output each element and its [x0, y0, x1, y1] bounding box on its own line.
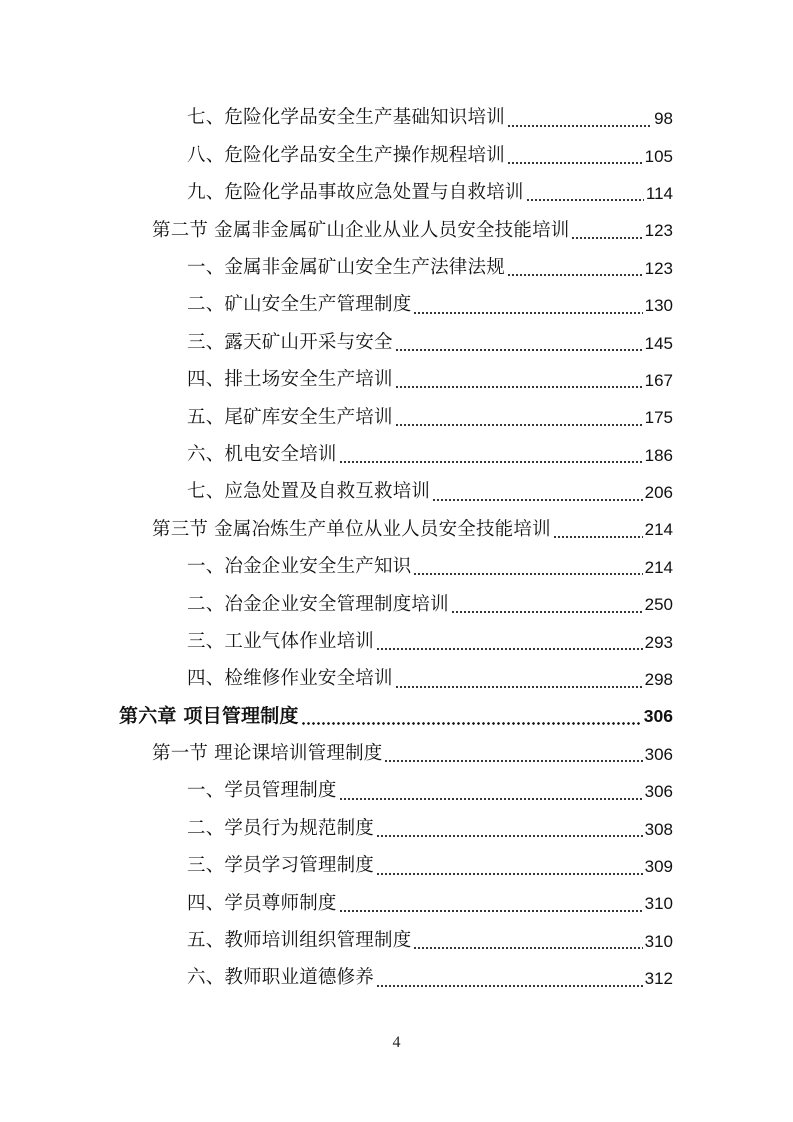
toc-section-entry[interactable]: [152, 511, 673, 548]
toc-entry-page: 206: [644, 483, 673, 503]
toc-entry-page: 250: [644, 595, 673, 615]
dot-leader: [384, 760, 642, 762]
toc-entry-label: 二、冶金企业安全管理制度培训: [187, 593, 449, 615]
toc-entry[interactable]: [187, 324, 673, 361]
toc-entry-page: 123: [644, 221, 673, 241]
toc-entry-label: 四、学员尊师制度: [187, 892, 337, 914]
dot-leader: [413, 312, 642, 314]
toc-section-entry[interactable]: [152, 212, 673, 249]
toc-entry-page: 130: [644, 296, 673, 316]
dot-leader: [432, 499, 643, 501]
toc-entry-page: 306: [644, 782, 673, 802]
toc-entry-label: 二、矿山安全生产管理制度: [187, 294, 412, 316]
dot-leader: [507, 162, 643, 164]
toc-entry-label: 第二节 金属非金属矿山企业从业人员安全技能培训: [152, 219, 570, 241]
toc-entry-page: 114: [645, 183, 673, 203]
dot-leader: [413, 947, 642, 949]
toc-entry-page: 145: [644, 333, 673, 353]
page-number: 4: [392, 1034, 401, 1051]
toc-entry[interactable]: [187, 100, 673, 137]
toc-entry-page: 214: [644, 557, 673, 577]
toc-entry[interactable]: [187, 175, 673, 212]
toc-entry-page: 310: [644, 894, 673, 914]
dot-leader: [339, 798, 643, 800]
toc-entry-page: 123: [644, 258, 673, 278]
dot-leader: [339, 910, 643, 912]
dot-leader: [376, 648, 643, 650]
toc-entry-label: 五、教师培训组织管理制度: [187, 930, 412, 952]
toc-entry-page: 167: [644, 370, 673, 390]
dot-leader: [507, 125, 652, 127]
dot-leader: [376, 873, 643, 875]
toc-section-entry[interactable]: [152, 736, 673, 773]
toc-entry[interactable]: [187, 549, 673, 586]
dot-leader: [395, 686, 643, 688]
dot-leader: [395, 386, 643, 388]
dot-leader: [339, 461, 643, 463]
toc-entry-label: 七、危险化学品安全生产基础知识培训: [187, 107, 505, 129]
toc-entry-label: 二、学员行为规范制度: [187, 817, 375, 839]
dot-leader: [395, 424, 643, 426]
toc-entry[interactable]: [187, 848, 673, 885]
toc-entry[interactable]: [187, 810, 673, 847]
table-of-contents: [0, 100, 793, 997]
dot-leader: [571, 237, 642, 239]
toc-entry[interactable]: [187, 661, 673, 698]
toc-entry[interactable]: [187, 960, 673, 997]
toc-entry-page: 306: [643, 706, 673, 727]
toc-entry-label: 第六章 项目管理制度: [119, 705, 299, 728]
toc-entry-page: 306: [644, 744, 673, 764]
toc-entry-label: 三、学员学习管理制度: [187, 855, 375, 877]
toc-entry-label: 五、尾矿库安全生产培训: [187, 406, 393, 428]
toc-entry-page: 175: [644, 408, 673, 428]
toc-entry[interactable]: [187, 399, 673, 436]
toc-entry-label: 第一节 理论课培训管理制度: [152, 743, 383, 765]
toc-entry[interactable]: [187, 474, 673, 511]
dot-leader: [451, 611, 643, 613]
toc-chapter-entry[interactable]: [119, 698, 673, 735]
toc-entry-page: 186: [644, 445, 673, 465]
dot-leader: [376, 835, 643, 837]
dot-leader: [526, 199, 644, 201]
toc-entry-page: 214: [644, 520, 673, 540]
dot-leader: [301, 722, 642, 725]
toc-entry[interactable]: [187, 623, 673, 660]
dot-leader: [553, 536, 643, 538]
toc-entry[interactable]: [187, 362, 673, 399]
toc-entry[interactable]: [187, 773, 673, 810]
toc-entry-label: 三、露天矿山开采与安全: [187, 331, 393, 353]
dot-leader: [376, 985, 643, 987]
toc-entry-page: 308: [644, 819, 673, 839]
toc-entry-page: 293: [644, 632, 673, 652]
toc-entry-label: 六、机电安全培训: [187, 443, 337, 465]
toc-entry-label: 一、金属非金属矿山安全生产法律法规: [187, 257, 505, 278]
toc-entry-label: 四、排土场安全生产培训: [187, 369, 393, 391]
dot-leader: [395, 349, 643, 351]
toc-entry[interactable]: [187, 250, 673, 287]
toc-entry-label: 一、冶金企业安全生产知识: [187, 556, 412, 578]
toc-entry[interactable]: [187, 437, 673, 474]
toc-entry-label: 八、危险化学品安全生产操作规程培训: [187, 144, 505, 166]
toc-entry-page: 312: [644, 969, 673, 989]
toc-entry-page: 105: [644, 146, 673, 166]
toc-entry-page: 298: [644, 670, 673, 690]
toc-entry-label: 七、应急处置及自救互救培训: [187, 481, 431, 503]
dot-leader: [507, 274, 643, 276]
toc-entry-label: 四、检维修作业安全培训: [187, 668, 393, 690]
toc-entry-label: 九、危险化学品事故应急处置与自救培训: [187, 182, 524, 204]
toc-entry-page: 309: [644, 857, 673, 876]
toc-entry-page: 98: [654, 109, 673, 129]
toc-entry[interactable]: [187, 137, 673, 174]
toc-entry-label: 三、工业气体作业培训: [187, 630, 375, 652]
toc-entry-label: 第三节 金属冶炼生产单位从业人员安全技能培训: [152, 518, 551, 540]
toc-entry-label: 六、教师职业道德修养: [187, 967, 375, 989]
toc-entry-label: 一、学员管理制度: [187, 780, 337, 802]
toc-entry[interactable]: [187, 287, 673, 324]
toc-entry[interactable]: [187, 885, 673, 922]
toc-entry[interactable]: [187, 923, 673, 960]
dot-leader: [413, 573, 642, 575]
toc-entry-page: 310: [644, 931, 673, 951]
toc-entry[interactable]: [187, 586, 673, 623]
